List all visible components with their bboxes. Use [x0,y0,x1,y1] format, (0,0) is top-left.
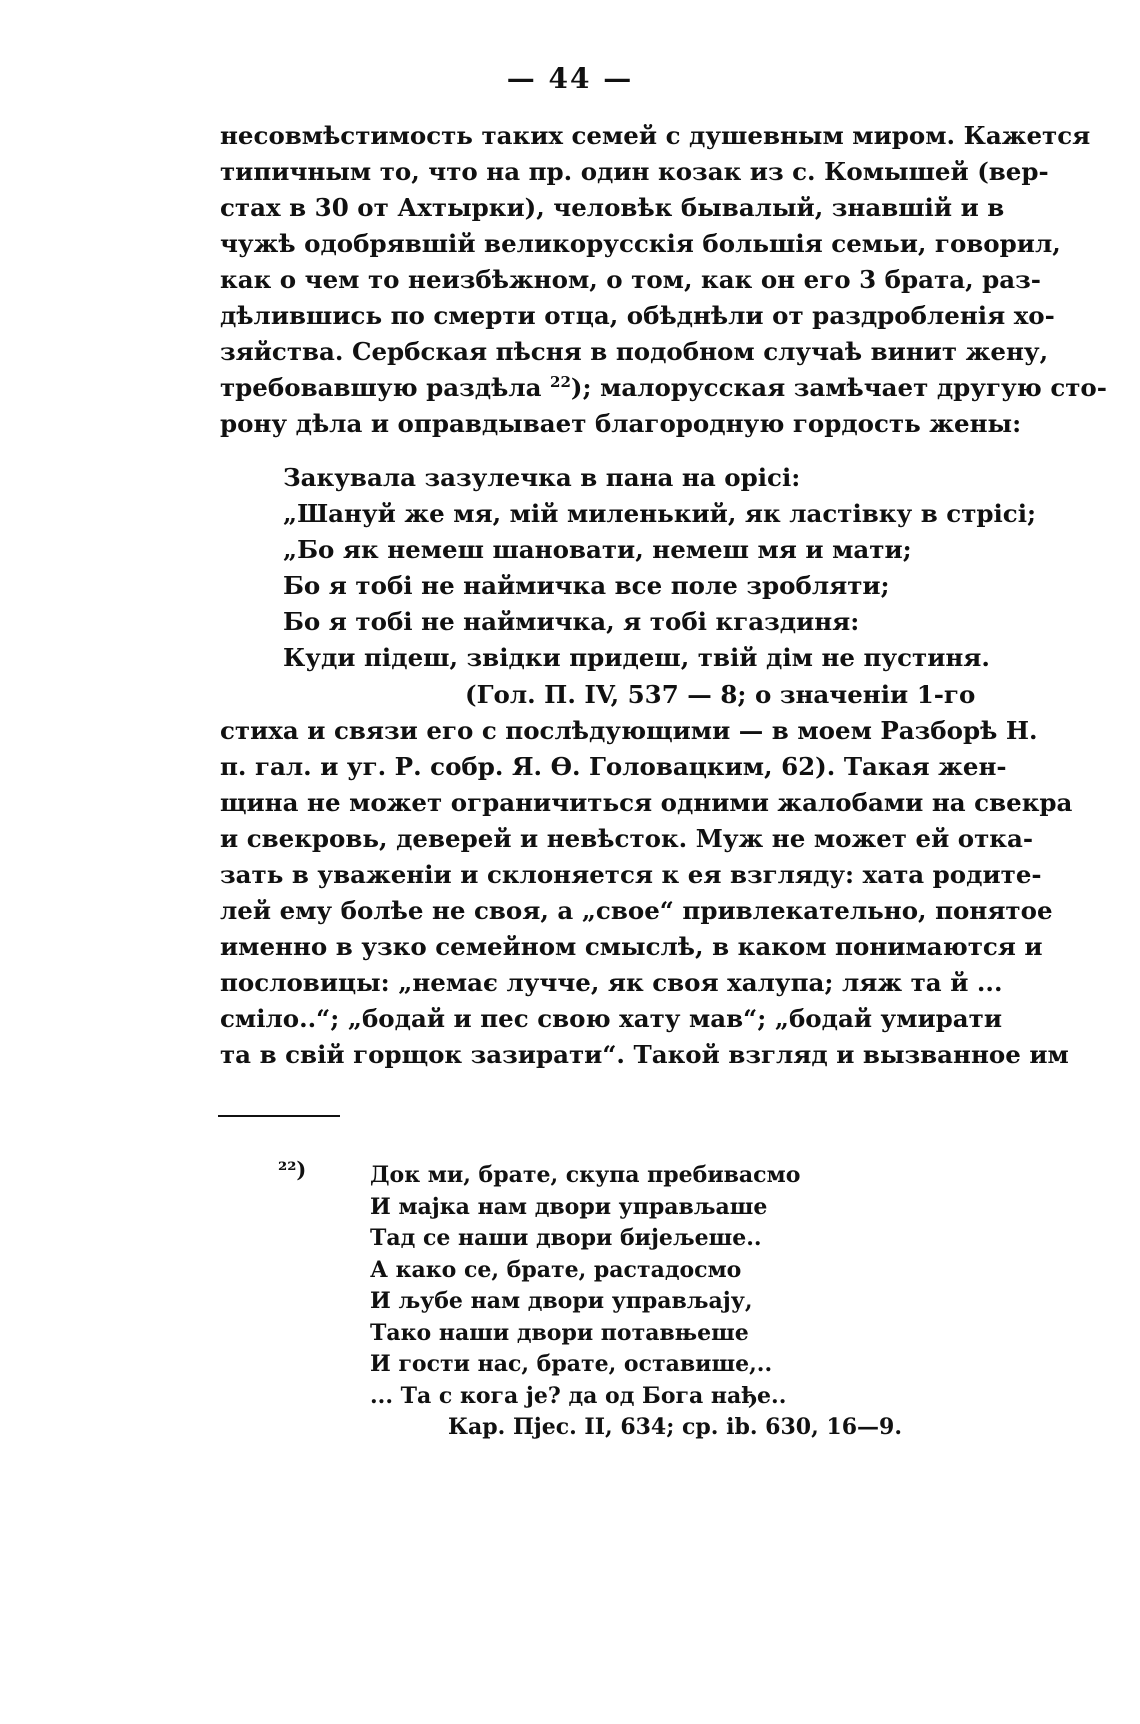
footnote-reference[interactable]: 22 [550,372,571,391]
text-line: зяйства. Сербская пѣсня в подобном случаѣ винит жену, [220,337,1049,366]
text-line: зать в уваженіи и склоняется к ея взгляду: хата родите- [220,860,1042,889]
paragraph-2 [220,677,1073,1073]
text-line: пословицы: „немає лучче, як своя халупа; ляж та й ... [220,968,1003,997]
text-line: та в свій горщок зазирати“. Такой взгляд и вызванное им [220,1040,1069,1069]
text-fragment: ); малорусская замѣчает другую сто- [570,373,1107,402]
text-line-with-footnote-ref [220,370,1107,406]
footnote-verse-line: И љубе нам двори управљају, [370,1288,753,1314]
text-line: стиха и связи его с послѣдующими — в моем Разборѣ Н. [220,716,1038,745]
footnote-divider [218,1115,340,1117]
verse-line: Закувала зазулечка в пана на орісі: [283,463,801,492]
text-line: дѣлившись по смерти отца, обѣднѣли от раздробленія хо- [220,301,1055,330]
paragraph-1 [220,118,1107,442]
footnote-source: Кар. Пјес. II, 634; ср. ib. 630, 16—9. [448,1414,902,1440]
verse-line: Бо я тобі не наймичка все поле зробляти; [283,571,890,600]
footnote-verse-line: Тако наши двори потавњеше [370,1319,749,1346]
text-line: сміло..“; „бодай и пес свою хату мав“; „бодай умирати [220,1004,1003,1033]
text-line: как о чем то неизбѣжном, о том, как он его 3 брата, раз- [220,265,1041,294]
text-line: щина не может ограничиться одними жалобами на свекра [220,788,1073,817]
footnote-verse-line: Док ми, брате, скупа пребивасмо [370,1162,801,1188]
verse-quotation [283,460,1037,676]
text-line: чужѣ одобрявшій великорусскія большія семьи, говорил, [220,229,1061,258]
text-line: п. гал. и уг. Р. собр. Я. Ѳ. Головацким, 62). Такая жен- [220,752,1007,781]
verse-line: Куди підеш, звідки придеш, твій дім не пустиня. [283,643,990,672]
verse-line: „Бо як немеш шановати, немеш мя и мати; [283,535,912,564]
text-line: и свекровь, деверей и невѣсток. Муж не может ей отка- [220,824,1034,853]
footnote-marker: ²²) [278,1157,307,1182]
page-number: — 44 — [506,62,634,95]
text-line: стах в 30 от Ахтырки), человѣк бывалый, знавшій и в [220,193,1005,222]
text-line: лей ему болѣе не своя, а „свое“ привлекательно, понятое [220,896,1053,925]
footnote-verse-line: И мајка нам двори управљаше [370,1193,768,1220]
text-line: рону дѣла и оправдывает благородную гордость жены: [220,409,1022,438]
footnote-verse-line: Тад се наши двори бијељеше.. [370,1225,762,1251]
verse-line: Бо я тобі не наймичка, я тобі кгаздиня: [283,607,860,636]
footnote-verse-line: А како се, брате, растадосмо [370,1256,742,1283]
footnote-verse-line: И гости нас, брате, оставише,.. [370,1351,773,1377]
citation-line: (Гол. П. IV, 537 — 8; о значеніи 1-го [465,680,976,709]
text-line: несовмѣстимость таких семей с душевным миром. Кажется [220,121,1091,150]
footnote-verse-line: ... Та с кога је? да од Бога нађе.. [370,1382,787,1409]
text-line: именно в узко семейном смыслѣ, в каком понимаются и [220,932,1043,961]
text-line: типичным то, что на пр. один козак из с. Комышей (вер- [220,157,1049,186]
verse-line: „Шануй же мя, мій миленький, як ластівку в стрісі; [283,499,1037,528]
footnote [370,1160,930,1444]
text-fragment: требовавшую раздѣла [220,373,542,402]
